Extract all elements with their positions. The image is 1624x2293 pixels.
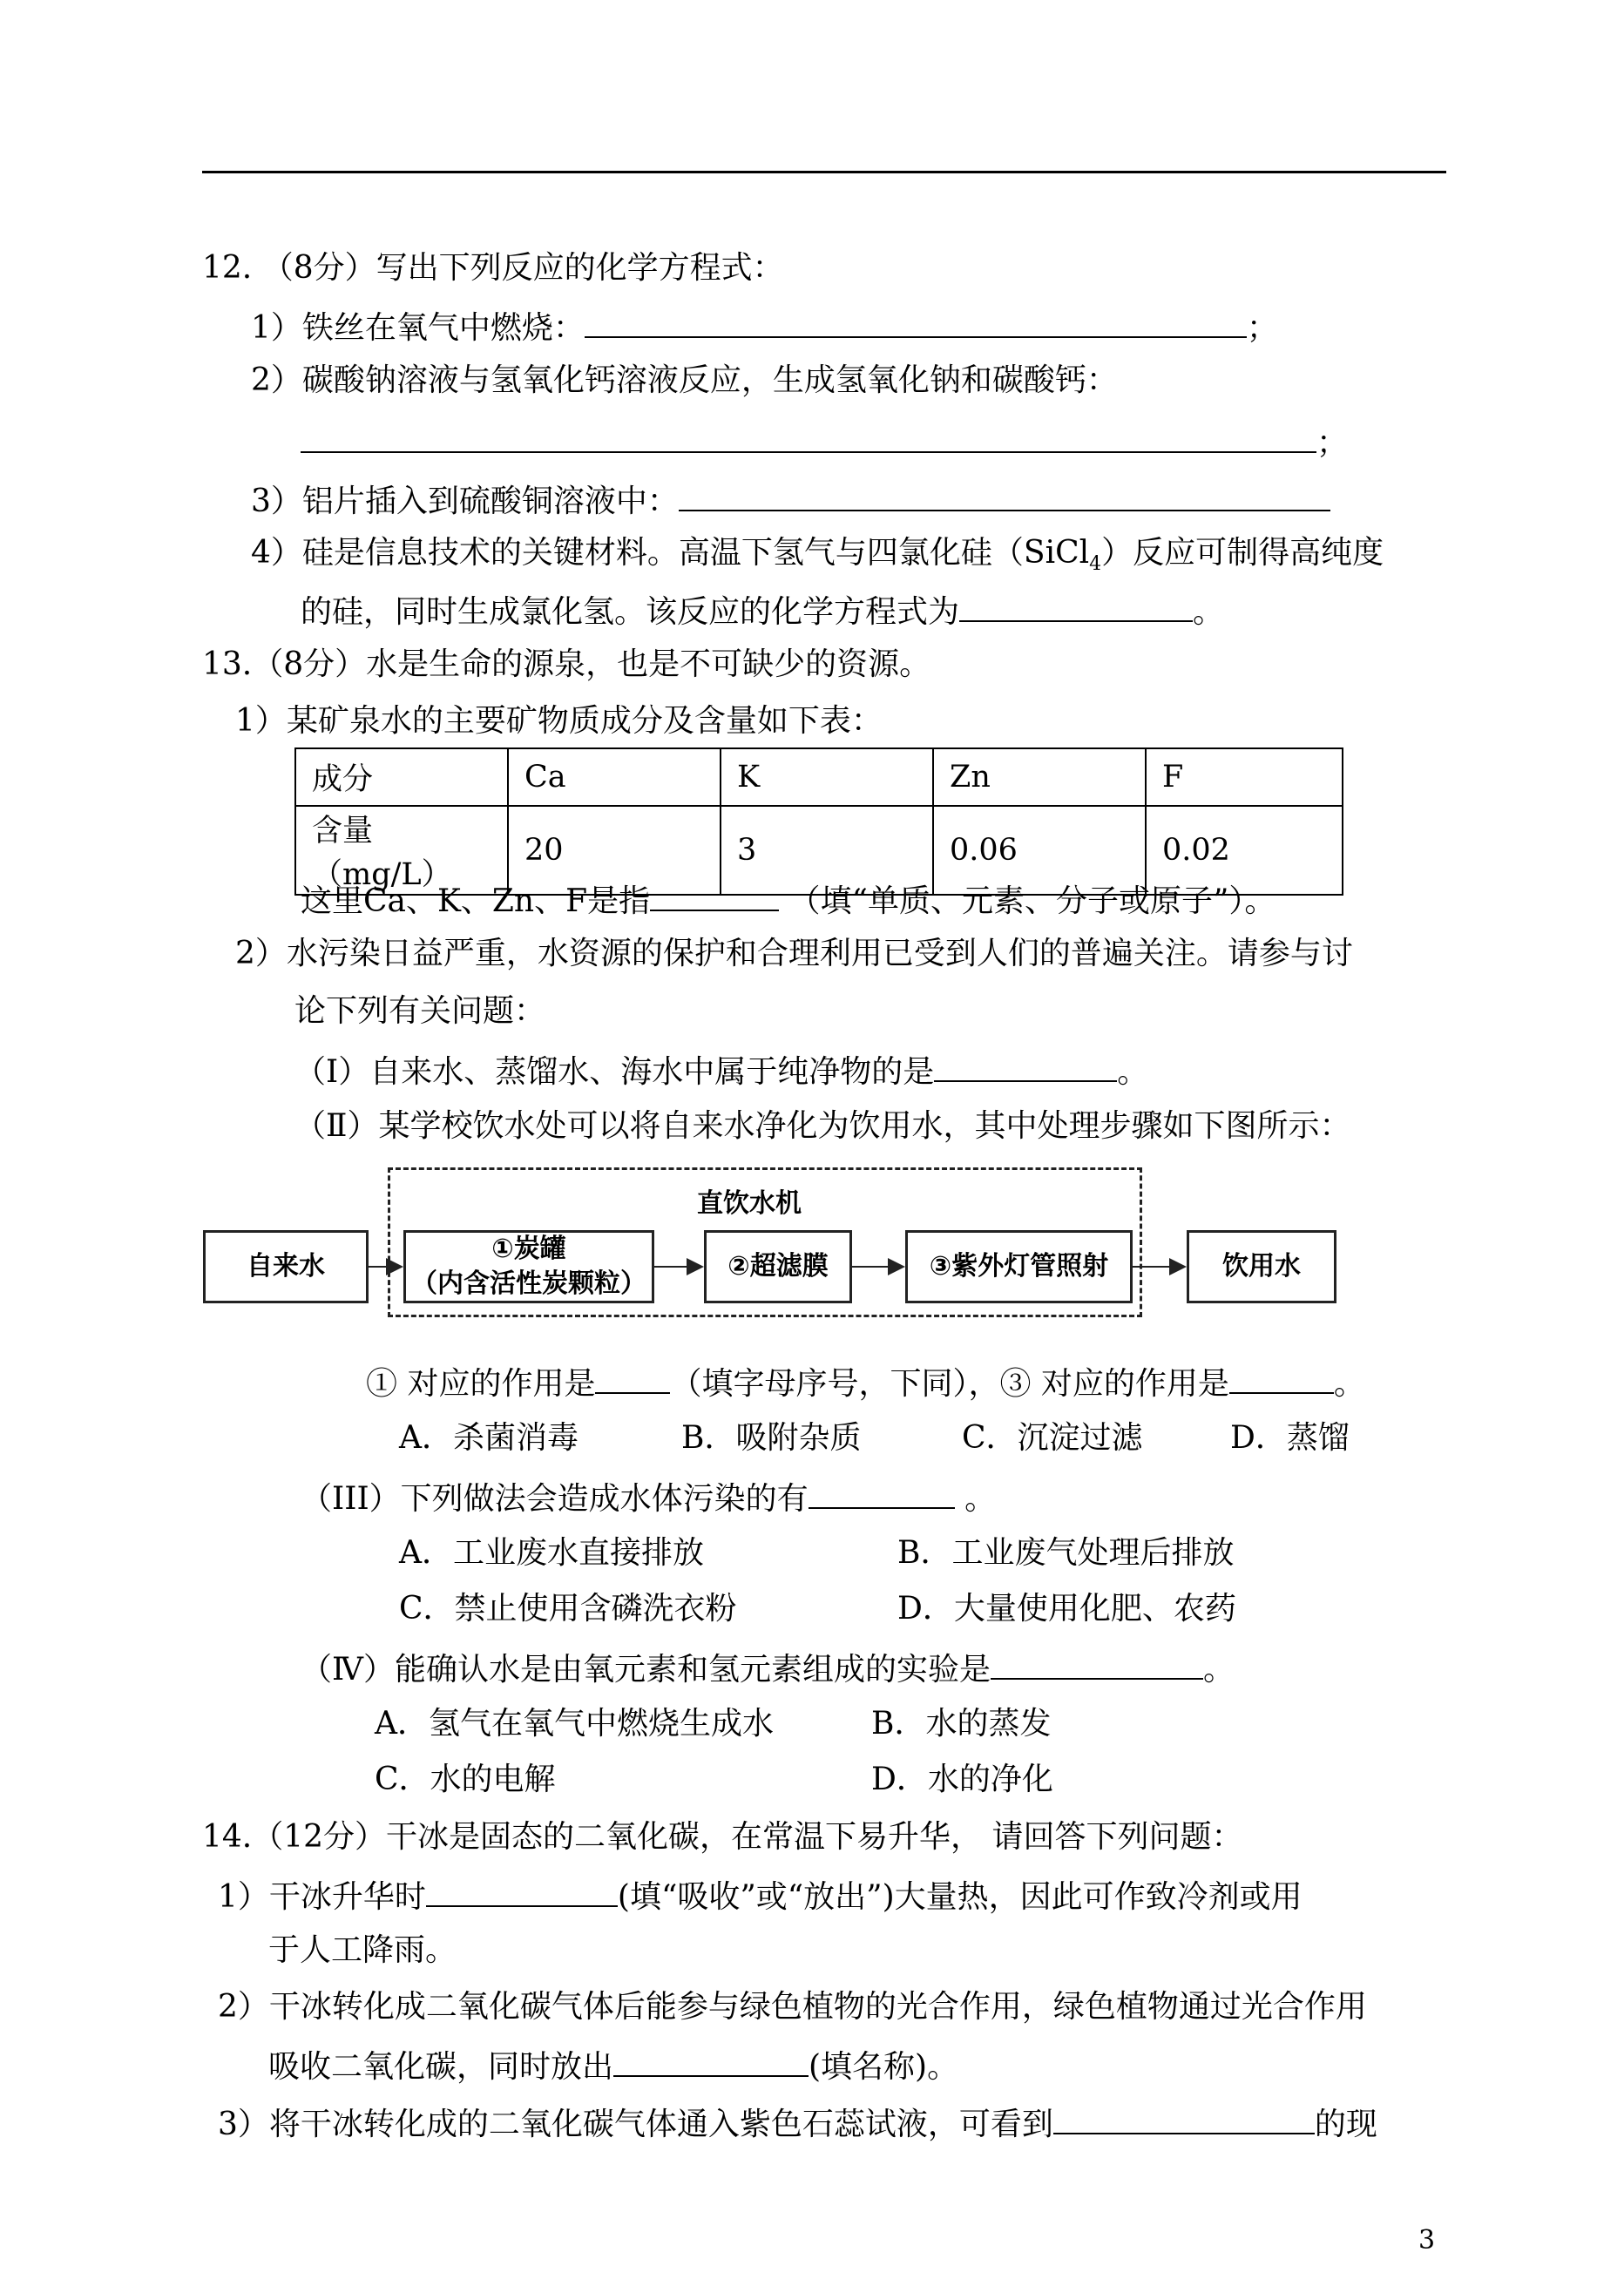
q12-heading: 12. （8分）写出下列反应的化学方程式： [202,250,784,286]
q13-sub-2-question: ① 对应的作用是 （填字母序号，下同），③ 对应的作用是 。 [366,1359,1365,1403]
q13-sub-2-option-c[interactable]: C．沉淀过滤 [962,1420,1143,1456]
table-cell: 成分 [295,748,508,806]
q14-part-1b: 于人工降雨。 [268,1932,457,1968]
q13-sub-4-option-c[interactable]: C．水的电解 [375,1762,556,1797]
q13-sub-4-option-d[interactable]: D．水的净化 [871,1762,1053,1797]
flow-output-box: 饮用水 [1187,1230,1336,1303]
q14-part-2a: 2）干冰转化成二氧化碳气体后能参与绿色植物的光合作用，绿色植物通过光合作用 [218,1989,1367,2025]
q13-sub-3-option-c[interactable]: C．禁止使用含磷洗衣粉 [399,1591,737,1627]
answer-blank[interactable] [1229,1359,1334,1394]
answer-blank[interactable] [595,1359,670,1394]
q13-sub-2-option-b[interactable]: B．吸附杂质 [681,1420,862,1456]
answer-blank[interactable] [809,1474,955,1509]
table-cell: 20 [508,806,721,895]
q13-part-1: 1）某矿泉水的主要矿物质成分及含量如下表： [235,703,883,739]
q13-part-2a: 2）水污染日益严重，水资源的保护和合理利用已受到人们的普遍关注。请参与讨 [235,936,1353,971]
answer-blank[interactable] [613,2042,809,2077]
answer-blank[interactable] [991,1645,1203,1680]
q12-item-2-answer: ； [301,418,1348,462]
q12-item-1: 1）铁丝在氧气中燃烧： ； [251,303,1278,347]
q14-part-1a: 1）干冰升华时 (填“吸收”或“放出”)大量热，因此可作致冷剂或用 [218,1872,1303,1916]
table-cell: 0.06 [933,806,1146,895]
flow-source-box: 自来水 [203,1230,369,1303]
table-cell: 0.02 [1146,806,1343,895]
q13-sub-4: （Ⅳ）能确认水是由氧元素和氢元素组成的实验是 。 [301,1645,1235,1688]
flow-step-ultrafiltration: ②超滤膜 [704,1230,852,1303]
q13-sub-2: （Ⅱ）某学校饮水处可以将自来水净化为饮用水，其中处理步骤如下图所示： [294,1108,1351,1144]
q14-part-2b: 吸收二氧化碳，同时放出 (填名称)。 [268,2042,958,2086]
q13-sub-2-option-d[interactable]: D．蒸馏 [1230,1420,1350,1456]
table-cell: 3 [721,806,933,895]
answer-blank[interactable] [426,1872,618,1907]
q13-sub-3: （III）下列做法会造成水体污染的有 。 [301,1474,996,1518]
q13-sub-3-option-b[interactable]: B．工业废气处理后排放 [897,1535,1235,1571]
q13-sub-2-option-a[interactable]: A．杀菌消毒 [399,1420,579,1456]
table-cell: Ca [508,748,721,806]
page-number: 3 [1418,2225,1436,2256]
q13-sub-3-option-d[interactable]: D．大量使用化肥、农药 [897,1591,1236,1627]
q12-item-4b: 的硅，同时生成氯化氢。该反应的化学方程式为 。 [301,587,1224,631]
table-cell: F [1146,748,1343,806]
q12-item-4a: 4）硅是信息技术的关键材料。高温下氢气与四氯化硅（SiCl$_4$）反应可制得高纯度 [251,535,1384,576]
q14-heading: 14.（12分）干冰是固态的二氧化碳，在常温下易升华， 请回答下列问题： [202,1819,1243,1855]
answer-blank[interactable] [1053,2100,1315,2134]
table-cell: Zn [933,748,1146,806]
q13-heading: 13.（8分）水是生命的源泉，也是不可缺少的资源。 [202,646,931,682]
q13-sub-4-option-b[interactable]: B．水的蒸发 [871,1706,1052,1742]
q12-item-2: 2）碳酸钠溶液与氢氧化钙溶液反应，生成氢氧化钠和碳酸钙： [251,362,1118,398]
q13-sub-3-option-a[interactable]: A．工业废水直接排放 [399,1535,704,1571]
flow-step-carbon-tank: ①炭罐 （内含活性炭颗粒） [403,1230,654,1303]
q12-item-3: 3）铝片插入到硫酸铜溶液中： [251,477,1330,520]
q13-sub-4-option-a[interactable]: A．氢气在氧气中燃烧生成水 [375,1706,774,1742]
table-cell: K [721,748,933,806]
q13-sub-1: （Ⅰ）自来水、蒸馏水、海水中属于纯净物的是 。 [294,1047,1148,1091]
q13-part-2b: 论下列有关问题： [294,993,546,1029]
flow-step-uv-lamp: ③紫外灯管照射 [905,1230,1133,1303]
table-cell: 含量（mg/L） [295,806,508,895]
q14-part-3: 3）将干冰转化成的二氧化碳气体通入紫色石蕊试液，可看到 的现 [218,2100,1377,2143]
q13-part-1-question: 这里Ca、K、Zn、F是指 （填“单质、元素、分子或原子”）。 [301,876,1276,920]
water-machine-label: 直饮水机 [697,1188,802,1219]
